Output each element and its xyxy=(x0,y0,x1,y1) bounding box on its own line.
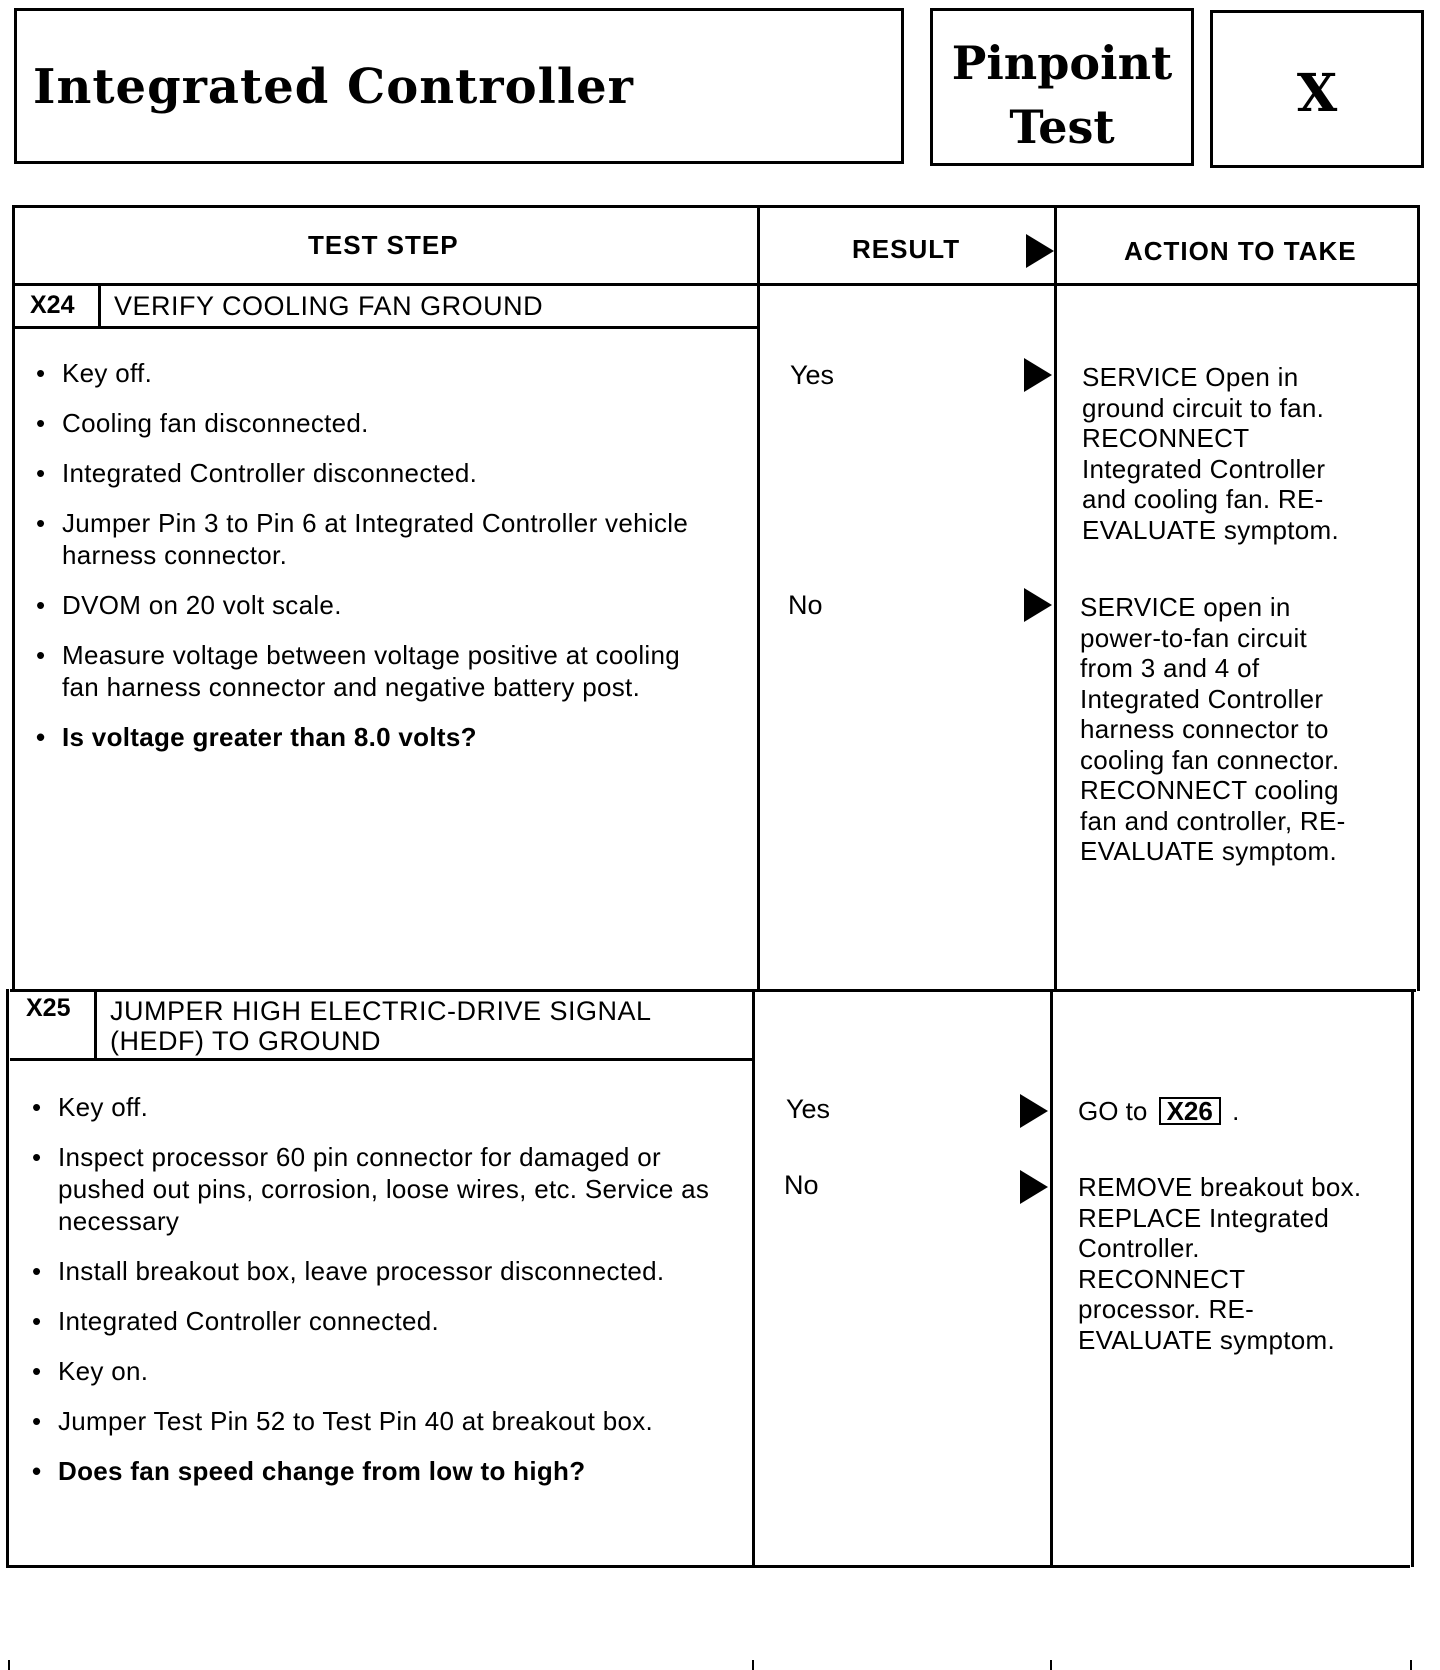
x25-title-bottom-rule xyxy=(10,1058,754,1061)
result-arrow-icon xyxy=(1026,234,1054,268)
x24-yes-arrow-icon xyxy=(1024,358,1052,392)
document-title: Integrated Controller xyxy=(33,59,634,115)
x24-id-separator xyxy=(98,283,101,328)
list-item: • Cooling fan disconnected. xyxy=(36,407,696,439)
goto-prefix: GO to xyxy=(1078,1096,1148,1126)
table-top-border xyxy=(14,205,1420,208)
pinpoint-line2: Test xyxy=(1009,100,1115,154)
result-column-rule-lower xyxy=(752,989,755,1567)
list-item: • Jumper Test Pin 52 to Test Pin 40 at breakout box. xyxy=(32,1405,732,1437)
list-item: • Inspect processor 60 pin connector for damaged or pushed out pins, corrosion, loose wires, etc. Service as necessary xyxy=(32,1141,732,1237)
pinpoint-line1: Pinpoint xyxy=(951,36,1173,90)
action-column-rule xyxy=(1054,205,1057,991)
list-item: • Integrated Controller connected. xyxy=(32,1305,732,1337)
x25-result-no: No xyxy=(784,1170,819,1200)
x25-procedure-list xyxy=(32,1091,732,1505)
list-item: • Jumper Pin 3 to Pin 6 at Integrated Controller vehicle harness connector. xyxy=(36,507,696,571)
x24-result-yes: Yes xyxy=(790,360,835,390)
x24-result-no: No xyxy=(788,590,823,620)
step-title-x25: JUMPER HIGH ELECTRIC-DRIVE SIGNAL (HEDF) TO GROUND xyxy=(110,996,651,1056)
x25-id-separator xyxy=(94,989,97,1060)
list-item: • Key off. xyxy=(36,357,696,389)
list-item-question: • Does fan speed change from low to high? xyxy=(32,1455,732,1487)
step-id-x24: X24 xyxy=(30,291,75,319)
x25-action-no: REMOVE breakout box. REPLACE Integrated Controller. RECONNECT processor. RE- EVALUATE symptom. xyxy=(1078,1172,1362,1355)
list-item: • Install breakout box, leave processor disconnected. xyxy=(32,1255,732,1287)
list-item-question: • Is voltage greater than 8.0 volts? xyxy=(36,721,696,753)
page-tick-center xyxy=(752,1660,754,1670)
pinpoint-test-box xyxy=(930,8,1194,166)
table-right-border-lower xyxy=(1411,989,1414,1567)
result-column-rule xyxy=(757,205,760,991)
test-letter-box xyxy=(1210,10,1424,168)
goto-ref-x26[interactable]: X26 xyxy=(1159,1097,1221,1125)
column-header-action: ACTION TO TAKE xyxy=(1124,236,1357,266)
header-bottom-rule xyxy=(14,283,1420,286)
x24-action-no: SERVICE open in power-to-fan circuit from 3 and 4 of Integrated Controller harness connector to cooling fan connector. RECONNECT cooling fan and controller, RE- EVALUATE symptom. xyxy=(1080,592,1346,866)
list-item: • Key off. xyxy=(32,1091,732,1123)
table-left-border xyxy=(12,205,15,991)
pinpoint-test-label xyxy=(933,31,1191,159)
page-tick-right-1 xyxy=(1050,1660,1052,1670)
x25-no-arrow-icon xyxy=(1020,1170,1048,1204)
list-item: • Measure voltage between voltage positive at cooling fan harness connector and negative battery post. xyxy=(36,639,696,703)
test-letter: X xyxy=(1296,63,1338,124)
list-item: • Integrated Controller disconnected. xyxy=(36,457,696,489)
x24-no-arrow-icon xyxy=(1024,588,1052,622)
column-header-result: RESULT xyxy=(852,234,961,264)
x25-result-yes: Yes xyxy=(786,1094,831,1124)
page-tick-right-2 xyxy=(1410,1660,1412,1670)
step-id-x25: X25 xyxy=(26,994,71,1022)
step-title-x24: VERIFY COOLING FAN GROUND xyxy=(114,291,544,321)
x25-yes-arrow-icon xyxy=(1020,1094,1048,1128)
list-item: • DVOM on 20 volt scale. xyxy=(36,589,696,621)
table-left-border-lower xyxy=(6,989,9,1567)
table-bottom-border xyxy=(6,1565,1410,1568)
title-box xyxy=(14,8,904,164)
table-right-border xyxy=(1417,205,1420,991)
x24-divider-rule xyxy=(10,989,1416,992)
list-item: • Key on. xyxy=(32,1355,732,1387)
column-header-test-step: TEST STEP xyxy=(308,230,459,260)
action-column-rule-lower xyxy=(1050,989,1053,1567)
x24-title-bottom-rule xyxy=(14,326,758,329)
x24-action-yes: SERVICE Open in ground circuit to fan. RECONNECT Integrated Controller and cooling fan. RE- EVALUATE symptom. xyxy=(1082,362,1339,545)
goto-suffix: . xyxy=(1232,1096,1240,1126)
x24-procedure-list xyxy=(36,357,696,771)
page-tick-left xyxy=(8,1660,10,1670)
x25-action-yes xyxy=(1078,1096,1239,1127)
